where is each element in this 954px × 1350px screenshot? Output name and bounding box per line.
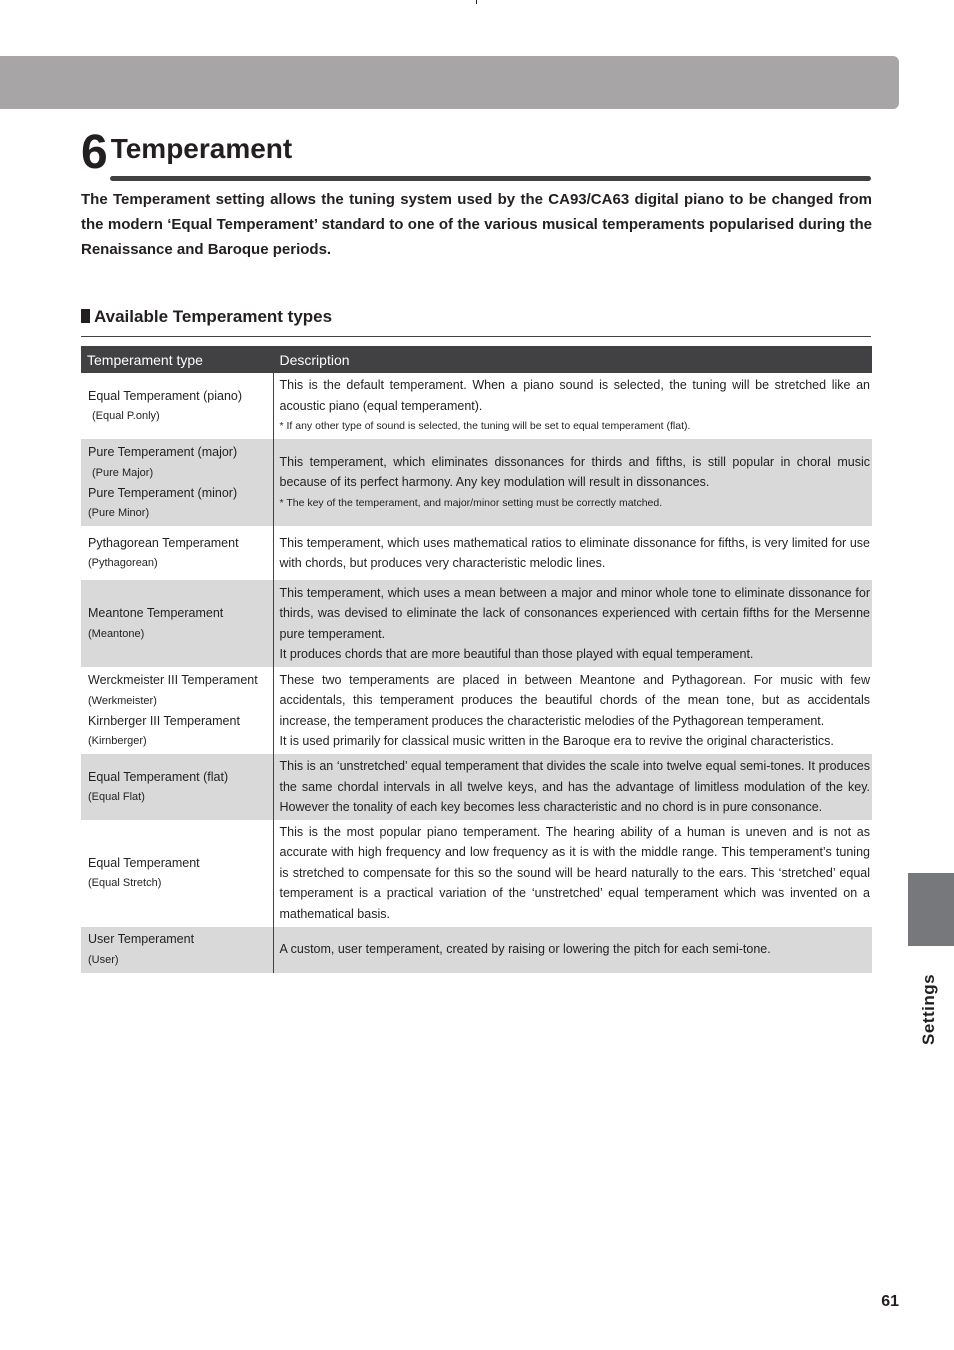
description-paragraph: A custom, user temperament, created by raising or lowering the pitch for each semi-tone. [279, 942, 771, 957]
temperament-display-name: (Equal P.only) [92, 410, 160, 423]
temperament-display-name: (Equal Flat) [88, 791, 145, 803]
temperament-display-name: (Kirnberger) [88, 735, 147, 747]
temperament-type-cell [81, 580, 273, 667]
temperament-description-cell [273, 927, 872, 973]
temperament-description-cell [273, 667, 872, 754]
page-number: 61 [881, 1293, 899, 1310]
temperament-display-name: (Equal Stretch) [88, 877, 162, 890]
table-body [81, 373, 872, 973]
table-header-row [81, 346, 872, 373]
description-note: * If any other type of sound is selected, the tuning will be set to equal temperament (flat). [279, 420, 691, 432]
description-paragraph: This temperament, which eliminates dissonances for thirds and fifths, is still popular in choral music because of its perfect harmony. Any key modulation will result in dissonances. [279, 454, 870, 489]
temperament-type-cell [81, 820, 273, 927]
temperament-type-cell [81, 754, 273, 820]
header-band [0, 56, 899, 109]
temperament-table [81, 346, 872, 973]
temperament-description-cell [273, 580, 872, 667]
temperament-type-cell [81, 667, 273, 754]
temperament-description-cell [273, 754, 872, 820]
temperament-name: User Temperament [88, 932, 195, 947]
crop-mark [476, 0, 477, 4]
temperament-name: Pure Temperament (major) [88, 445, 238, 459]
temperament-name: Equal Temperament (flat) [88, 769, 229, 784]
temperament-description-cell [273, 439, 872, 526]
description-paragraph: This is an ‘unstretched’ equal temperament that divides the scale into twelve equal semi-tones. It produces the same chordal intervals in all twelve keys, and has the advantage of limitless modulation of the key. However the tonality of each key becomes less characteristic and no chord is in pure consonance. [279, 759, 870, 814]
description-paragraph: This is the default temperament. When a piano sound is selected, the tuning will be stretched like an acoustic piano (equal temperament). [279, 378, 870, 413]
temperament-display-name: (User) [88, 953, 119, 966]
chapter-intro: The Temperament setting allows the tuning system used by the CA93/CA63 digital piano to be changed from the modern ‘Equal Temperament’ standard to one of the various musical temperaments popularised during the Renaissance and Baroque periods. [81, 191, 872, 258]
chapter-title: Temperament [110, 133, 293, 164]
description-paragraph: This temperament, which uses mathematical ratios to eliminate dissonance for fifths, is very limited for use with chords, but produces very characteristic melodic lines. [279, 535, 870, 570]
chapter-tab-label: Settings [919, 973, 938, 1045]
section-title: Available Temperament types [94, 307, 333, 326]
chapter-tab [908, 873, 954, 946]
description-note: * The key of the temperament, and major/minor setting must be correctly matched. [279, 496, 663, 509]
temperament-name: Werckmeister III Temperament [88, 673, 258, 687]
section-marker-icon [81, 309, 90, 323]
temperament-display-name: (Werkmeister) [88, 694, 157, 707]
column-header-description: Description [273, 346, 872, 373]
table-row [81, 439, 872, 526]
temperament-name: Equal Temperament [88, 855, 200, 870]
table-row [81, 526, 872, 580]
table-row [81, 927, 872, 973]
table-row [81, 373, 872, 439]
temperament-name: Pure Temperament (minor) [88, 485, 238, 500]
temperament-type-cell [81, 439, 273, 526]
temperament-display-name: (Meantone) [88, 627, 145, 640]
temperament-name: Pythagorean Temperament [88, 535, 239, 550]
chapter-number: 6 [81, 126, 107, 179]
temperament-display-name: (Pure Major) [92, 466, 154, 479]
temperament-name: Meantone Temperament [88, 606, 224, 621]
temperament-description-cell [273, 373, 872, 439]
temperament-name: Equal Temperament (piano) [88, 388, 243, 403]
temperament-type-cell [81, 927, 273, 973]
table-row [81, 820, 872, 927]
column-header-type: Temperament type [81, 346, 273, 373]
temperament-name: Kirnberger III Temperament [88, 713, 240, 728]
chapter-heading [81, 126, 871, 180]
table-row [81, 580, 872, 667]
description-paragraph: This is the most popular piano temperament. The hearing ability of a human is uneven and is not as accurate with high frequency and low frequency as it is with the middle range. This temperament’s tuning is stretched to compensate for this so the sound will be heard naturally to the ears. This ‘stretched’ equal temperament is a practical variation of the ‘unstretched’ equal temperament which was invented on a mathematical basis. [279, 824, 870, 921]
section-rule [81, 336, 871, 337]
temperament-description-cell [273, 820, 872, 927]
temperament-type-cell [81, 373, 273, 439]
table-row [81, 667, 872, 754]
description-paragraph: This temperament, which uses a mean between a major and minor whole tone to eliminate dissonance for thirds, was devised to eliminate the lack of consonances experienced with certain fifths for the Mersenne pure temperament. [279, 585, 870, 641]
temperament-type-cell [81, 526, 273, 580]
section-heading [81, 305, 871, 329]
temperament-description-cell [273, 526, 872, 580]
description-paragraph: These two temperaments are placed in between Meantone and Pythagorean. For music with few accidentals, this temperament produces the beautiful chords of the mean tone, but as accidentals increase, the temperament produces the characteristic melodies of the Pythagorean temperament. [279, 672, 870, 728]
table-row [81, 754, 872, 820]
description-paragraph: It is used primarily for classical music written in the Baroque era to revive the original characteristics. [279, 734, 834, 748]
temperament-display-name: (Pythagorean) [88, 557, 158, 570]
temperament-display-name: (Pure Minor) [88, 507, 150, 519]
heading-rule [110, 176, 871, 181]
description-paragraph: It produces chords that are more beautiful than those played with equal temperament. [279, 647, 754, 661]
